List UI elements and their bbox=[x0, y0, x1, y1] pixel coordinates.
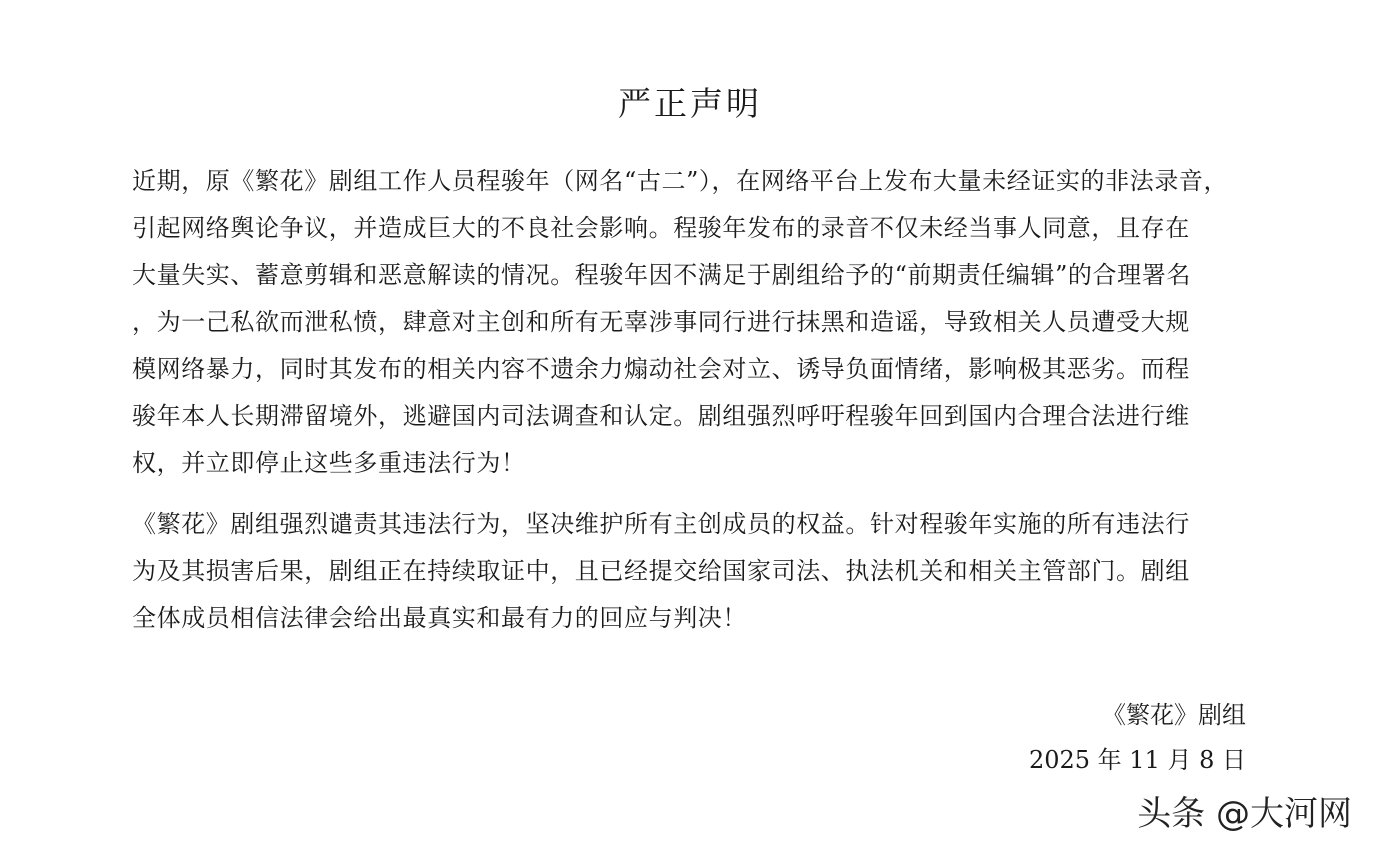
document-title: 严正声明 bbox=[618, 84, 762, 123]
paragraph1-line-5: 模网络暴力，同时其发布的相关内容不遗余力煽动社会对立、诱导负面情绪，影响极其恶劣。而程 bbox=[132, 355, 1190, 383]
paragraph1-line-2: 引起网络舆论争议，并造成巨大的不良社会影响。程骏年发布的录音不仅未经当事人同意，且存在 bbox=[132, 214, 1190, 242]
source-watermark: 头条 @大河网 bbox=[1137, 794, 1352, 834]
paragraph1-line-3: 大量失实、蓄意剪辑和恶意解读的情况。程骏年因不满足于剧组给予的“前期责任编辑”的合理署名 bbox=[132, 261, 1191, 289]
signature-date: 2025 年 11 月 8 日 bbox=[1028, 746, 1246, 774]
paragraph1-line-7: 权，并立即停止这些多重违法行为！ bbox=[132, 449, 526, 477]
signature-org: 《繁花》剧组 bbox=[1102, 701, 1246, 729]
paragraph2-line-3: 全体成员相信法律会给出最真实和最有力的回应与判决！ bbox=[132, 604, 747, 632]
paragraph1-line-6: 骏年本人长期滞留境外，逃避国内司法调查和认定。剧组强烈呼吁程骏年回到国内合理合法进行维 bbox=[132, 402, 1190, 430]
paragraph1-line-4: ，为一己私欲而泄私愤，肆意对主创和所有无辜涉事同行进行抹黑和造谣，导致相关人员遭受大规 bbox=[132, 308, 1190, 336]
paragraph2-line-2: 为及其损害后果，剧组正在持续取证中，且已经提交给国家司法、执法机关和相关主管部门。剧组 bbox=[132, 557, 1190, 585]
paragraph1-line-1: 近期，原《繁花》剧组工作人员程骏年（网名“古二”），在网络平台上发布大量未经证实的非法录音， bbox=[132, 167, 1229, 195]
paragraph2-line-1: 《繁花》剧组强烈谴责其违法行为，坚决维护所有主创成员的权益。针对程骏年实施的所有违法行 bbox=[132, 510, 1190, 538]
